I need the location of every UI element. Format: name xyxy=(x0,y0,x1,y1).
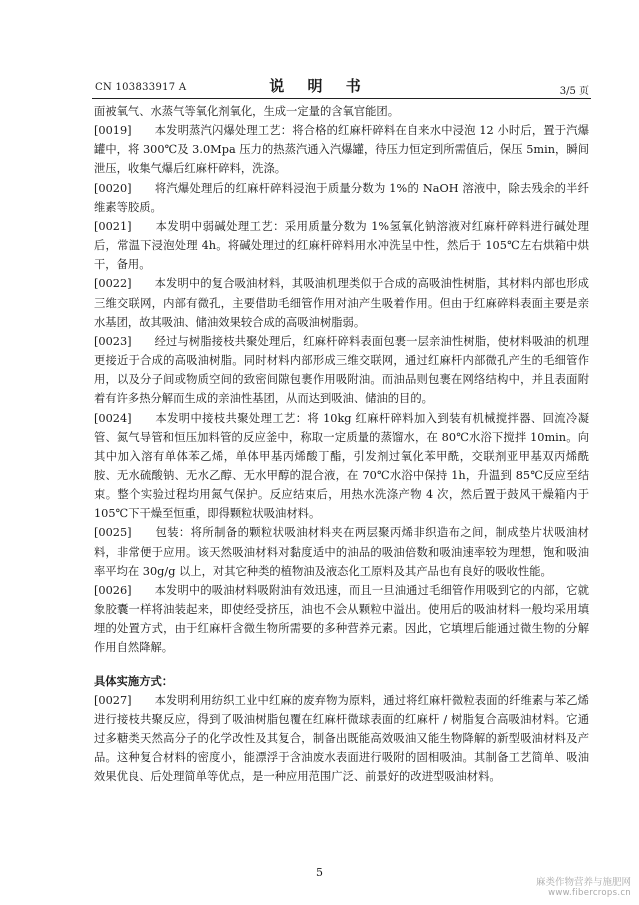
header-rule xyxy=(92,98,591,99)
paragraph-0024 xyxy=(94,409,589,524)
section-heading: 具体实施方式： xyxy=(94,673,174,688)
paragraph-number: [0019] xyxy=(94,124,132,138)
paragraph-0023 xyxy=(94,332,589,409)
paragraph-text: 经过与树脂接枝共聚处理后，红麻杆碎料表面包裹一层亲油性树脂，使材料吸油的机理更接近于合成的高吸油树脂。同时材料内部形成三维交联网，通过红麻杆内部微孔产生的毛细管作用，以及分子间或物质空间的致密间隙包裹作用吸附油。而油品则包裹在网络结构中，并且表面附着有许多热分解而生成的亲油性基团，从而达到吸油、储油的目的。 xyxy=(94,334,589,406)
paragraph-0027 xyxy=(94,691,589,787)
paragraph-0020 xyxy=(94,179,589,217)
watermark-line-2: www.fibercrops.cn xyxy=(548,888,631,898)
lead-line: 面被氧气、水蒸气等氧化剂氧化，生成一定量的含氧官能团。 xyxy=(94,105,400,118)
document-title: 说 明 书 xyxy=(269,77,370,95)
section-gap xyxy=(94,658,589,672)
paragraph-text: 本发明中接枝共聚处理工艺：将 10kg 红麻杆碎料加入到装有机械搅拌器、回流冷凝管、氮气导管和恒压加料管的反应釜中，称取一定质量的蒸馏水，在 80℃水浴下搅拌 10min。向其中加入溶有单体苯乙烯，单体甲基丙烯酸丁酯，引发剂过氧化苯甲酰，交联剂亚甲基双丙烯酰胺、无水硫酸钠、无水乙醇、无水甲醇的混合液，在 70℃水浴中保持 1h，升温到 85℃反应至结束。整个实验过程均用氮气保护。反应结束后，用热水洗涤产物 4 次，然后置于鼓风干燥箱内于 105℃下干燥至恒重，即得颗粒状吸油材料。 xyxy=(94,411,589,521)
paragraph-0026 xyxy=(94,581,589,658)
paragraph-number: [0026] xyxy=(94,583,132,597)
paragraph-0025 xyxy=(94,523,589,580)
paragraph-number: [0023] xyxy=(94,334,132,348)
paragraph-number: [0021] xyxy=(94,219,132,233)
paragraph-text: 包装：将所制备的颗粒状吸油材料夹在两层聚丙烯非织造布之间，制成垫片状吸油材料，非常便于应用。该天然吸油材料对黏度适中的油品的吸油倍数和吸油速率较为理想，饱和吸油率平均在 30g/g 以上，对其它种类的植物油及液态化工原料及其产品也有良好的吸收性能。 xyxy=(94,526,589,578)
page-of-indicator: 3/5 页 xyxy=(559,86,589,97)
paragraph-number: [0020] xyxy=(94,181,132,195)
patent-number: CN 103833917 A xyxy=(95,82,187,93)
paragraph-text: 本发明中弱碱处理工艺：采用质量分数为 1%氢氧化钠溶液对红麻杆碎料进行碱处理后，常温下浸泡处理 4h。将碱处理过的红麻杆碎料用水冲洗呈中性，然后于 105℃左右烘箱中烘干，备用。 xyxy=(94,219,589,272)
paragraph-text: 本发明蒸汽闪爆处理工艺：将合格的红麻杆碎料在自来水中浸泡 12 小时后，置于汽爆罐中，将 300℃及 3.0Mpa 压力的热蒸汽通入汽爆罐，待压力恒定到所需值后，保压 5min，瞬间泄压，收集气爆后红麻杆碎料，洗涤。 xyxy=(94,124,589,176)
watermark xyxy=(536,877,631,899)
paragraph-number: [0025] xyxy=(94,526,132,540)
paragraph-0019 xyxy=(94,121,589,178)
paragraph-0021 xyxy=(94,217,589,274)
paragraph-number: [0024] xyxy=(94,411,132,425)
paragraph-text: 本发明中的复合吸油材料，其吸油机理类似于合成的高吸油性树脂，其材料内部也形成三维交联网，内部有微孔，主要借助毛细管作用对油产生吸着作用。但由于红麻碎料表面主要是亲水基团，故其吸油、储油效果较合成的高吸油树脂弱。 xyxy=(94,277,589,329)
paragraph-text: 本发明利用纺织工业中红麻的废弃物为原料，通过将红麻杆微粒表面的纤维素与苯乙烯进行接枝共聚反应，得到了吸油树脂包覆在红麻杆微球表面的红麻杆 / 树脂复合高吸油材料。它通过多糖类天然高分子的化学改性及其复合，制备出既能高效吸油又能生物降解的新型吸油材料及产品。这种复合材料的密度小，能漂浮于含油废水表面进行吸附的固相吸油。其制备工艺简单、吸油效果优良、后处理简单等优点，是一种应用范围广泛、前景好的改进型吸油材料。 xyxy=(94,693,589,784)
paragraph-text: 将汽爆处理后的红麻杆碎料浸泡于质量分数为 1%的 NaOH 溶液中，除去残余的半纤维素等胶质。 xyxy=(94,181,589,214)
paragraph-number: [0027] xyxy=(94,693,132,707)
paragraph-0022 xyxy=(94,274,589,331)
document-body xyxy=(94,102,589,786)
watermark-line-1: 麻类作物营养与施肥网 xyxy=(535,877,631,888)
paragraph-number: [0022] xyxy=(94,277,132,291)
paragraph-text: 本发明中的吸油材料吸附油有效迅速，而且一旦油通过毛细管作用吸到它的内部，它就象胶囊一样将油装起来，即使经受挤压，油也不会从颗粒中溢出。使用后的吸油材料一般均采用填埋的处置方式，由于红麻杆含微生物所需要的多种营养元素。因此，它填埋后能通过微生物的分解作用自然降解。 xyxy=(94,583,589,655)
page-number: 5 xyxy=(316,866,323,879)
